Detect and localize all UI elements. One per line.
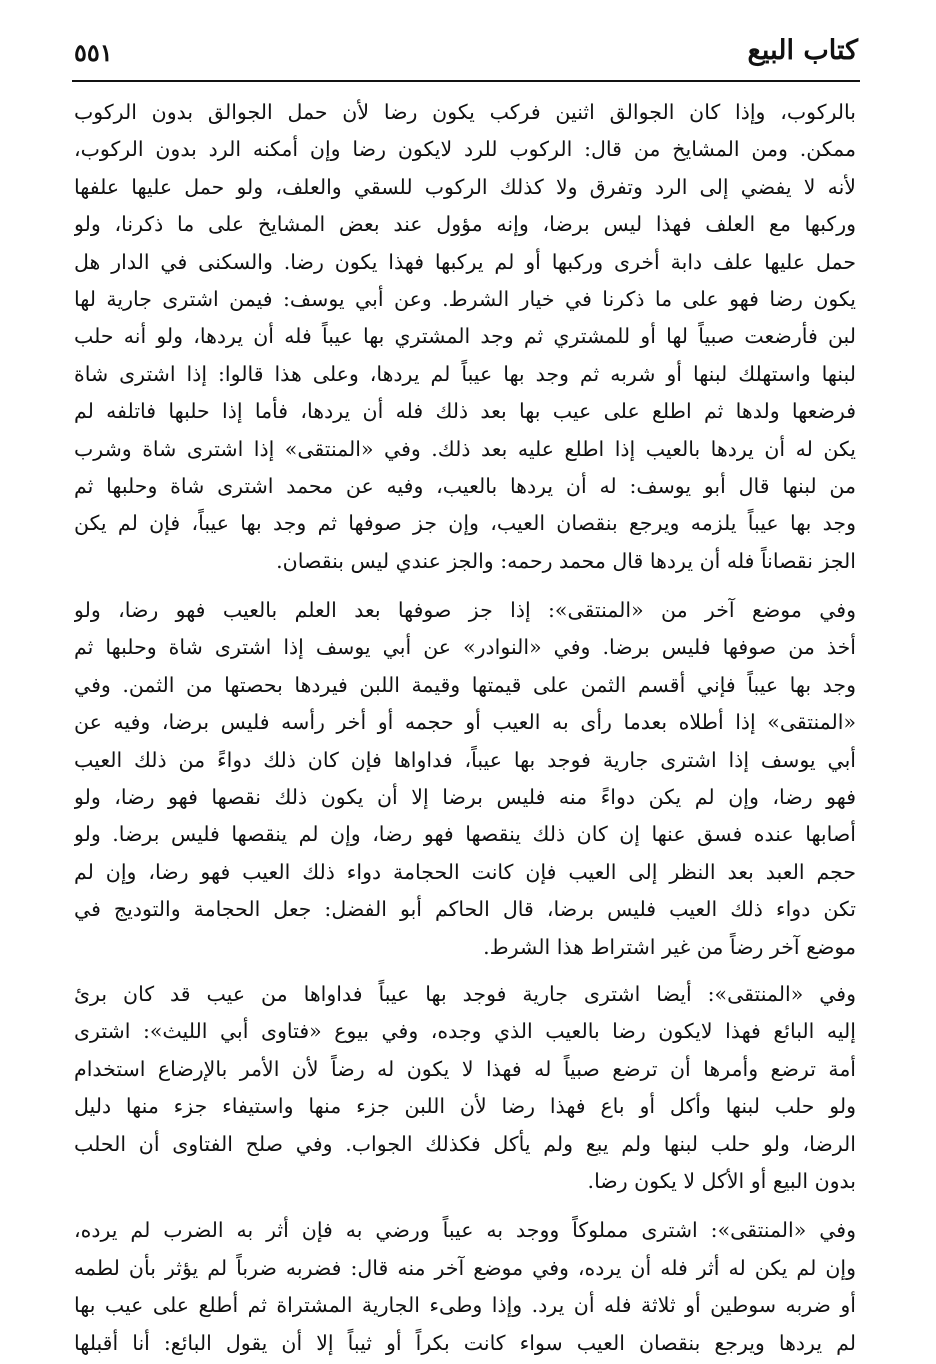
text-line: بدون البيع أو الأكل لا يكون رضا. (587, 1168, 856, 1193)
paragraph-spacing (74, 580, 856, 592)
paragraph (74, 592, 856, 966)
text-line: أصابها عنده فسق عنها إن كان ذلك ينقصها فهو رضا، وإن لم ينقصها فليس برضا. ولو (74, 822, 856, 847)
book-title: كتاب البيع (747, 35, 858, 66)
text-line: وإن لم يكن له أثر فله أن يرده، وفي موضع آخر منه قال: فضربه ضرباً لم يؤثر بأن لطمه (74, 1255, 856, 1280)
text-line: يكن له أن يردها بالعيب إذا اطلع عليه بعد ذلك. وفي «المنتقى» إذا اشترى شاة وشرب (74, 436, 856, 461)
header-divider (72, 80, 860, 82)
page-header (74, 32, 858, 72)
text-line: وركبها مع العلف فهذا ليس برضا، وإنه مؤول عند بعض المشايخ على ما ذكرنا، ولو (74, 212, 856, 237)
paragraph-spacing (74, 966, 856, 976)
paragraph-spacing (74, 1200, 856, 1212)
text-line: وجد بها عيباً يلزمه ويرجع بنقصان العيب، وإن جز صوفها ثم وجد بها عيباً، فإن لم يكن (74, 511, 856, 536)
text-line: أبي يوسف إذا اشترى جارية فوجد بها عيباً، فداواها فإن كان ذلك دواءً من ذلك العيب (74, 747, 856, 772)
text-line: الرضا، ولو حلب لبنها ولم يبع ولم يأكل فكذلك الجواب. وفي صلح الفتاوى أن الحلب (74, 1131, 856, 1156)
text-line: تكن دواء ذلك العيب فليس برضا، قال الحاكم أبو الفضل: جعل الحجامة والتوديج في (74, 897, 856, 922)
text-line: فهو رضا، وإن لم يكن دواءً منه فليس برضا إلا أن يكون ذلك نقصها فهو رضا، ولو (74, 785, 856, 810)
text-line: ممكن. ومن المشايخ من قال: الركوب للرد لايكون رضا وإن أمكنه الرد بدون الركوب، (74, 137, 856, 162)
text-line: أو ضربه سوطين أو ثلاثة فله أن يرد. وإذا وطىء الجارية المشتراة ثم أطلع على عيب بها (74, 1293, 856, 1318)
text-line: وفي «المنتقى»: اشترى مملوكاً ووجد به عيباً ورضي به فإن أثر به الضرب لم يرده، (74, 1218, 856, 1243)
text-line: حجم العبد بعد النظر إلى العيب فإن كانت الحجامة دواء ذلك العيب فهو رضا، وإن لم (74, 859, 856, 884)
text-line: لأنه لا يفضي إلى الرد وتفرق ولا كذلك الركوب للسقي والعلف، ولو حمل عليها علفها (74, 174, 856, 199)
text-line: أخذ من صوفها فليس برضا. وفي «النوادر» عن أبي يوسف إذا اشترى شاة وحلبها ثم (74, 635, 856, 660)
text-line: لبنها واستهلك لبنها أو شربه ثم وجد بها عيباً لم يردها، وعلى هذا قالوا: إذا اشترى شاة (74, 361, 856, 386)
text-line: إليه البائع فهذا لايكون رضا بالعيب الذي وجده، وفي بيوع «فتاوى أبي الليث»: اشترى (74, 1019, 856, 1044)
text-line: فرضعها ولدها ثم اطلع على عيب بها بعد ذلك فله أن يردها، فأما إذا حلبها فاتلفه لم (74, 399, 856, 424)
text-line: موضع آخر رضاً من غير اشتراط هذا الشرط. (483, 934, 856, 959)
body-text (74, 94, 856, 1362)
text-line: يكون رضا فهو على ما ذكرنا في خيار الشرط. وعن أبي يوسف: فيمن اشترى جارية لها (74, 286, 856, 311)
paragraph (74, 94, 856, 580)
paragraph (74, 976, 856, 1200)
text-line: وجد بها عيباً فإني أقسم الثمن على قيمتها وقيمة اللبن فيردها بحصتها من الثمن. وفي (74, 672, 856, 697)
paragraph (74, 1212, 856, 1362)
text-line: لم يردها ويرجع بنقصان العيب سواء كانت بكراً أو ثيباً إلا أن يقول البائع: أنا أقبلها (74, 1330, 856, 1355)
text-line: لبن فأرضعت صبياً لها أو للمشتري ثم وجد المشتري بها عيباً فله أن يردها، ولو أنه حلب (74, 324, 856, 349)
text-line: أمة ترضع وأمرها أن ترضع صبياً له فهذا لا يكون له رضاً لأن الأمر بالإرضاع استخدام (74, 1056, 856, 1081)
text-line: الجز نقصاناً فله أن يردها قال محمد رحمه: والجز عندي ليس بنقصان. (276, 548, 856, 573)
text-line: ولو حلب لبنها وأكل أو باع فهذا رضا لأن اللبن جزء منها واستيفاء جزء منها دليل (74, 1094, 856, 1119)
page-number: ٥٥١ (74, 38, 113, 67)
text-line: بالركوب، وإذا كان الجوالق اثنين فركب يكون رضا لأن حمل الجوالق بدون الركوب (74, 100, 856, 124)
text-line: وفي «المنتقى»: أيضا اشترى جارية فوجد بها عيباً فداواها من عيب قد كان برئ (74, 981, 856, 1006)
text-line: «المنتقى» إذا أطلاه بعدما رأى به العيب أو حجمه أو أخر رأسه فليس برضا، وفيه عن (74, 710, 856, 735)
text-line: حمل عليها علف دابة أخرى وركبها أو لم يركبها فهذا يكون رضا. والسكنى في الدار هل (74, 249, 856, 274)
text-line: وفي موضع آخر من «المنتقى»: إذا جز صوفها بعد العلم بالعيب فهو رضا، ولو (74, 598, 856, 623)
text-line: من لبنها قال أبو يوسف: له أن يردها بالعيب، وفيه عن محمد اشترى شاة وحلبها ثم (74, 473, 856, 498)
